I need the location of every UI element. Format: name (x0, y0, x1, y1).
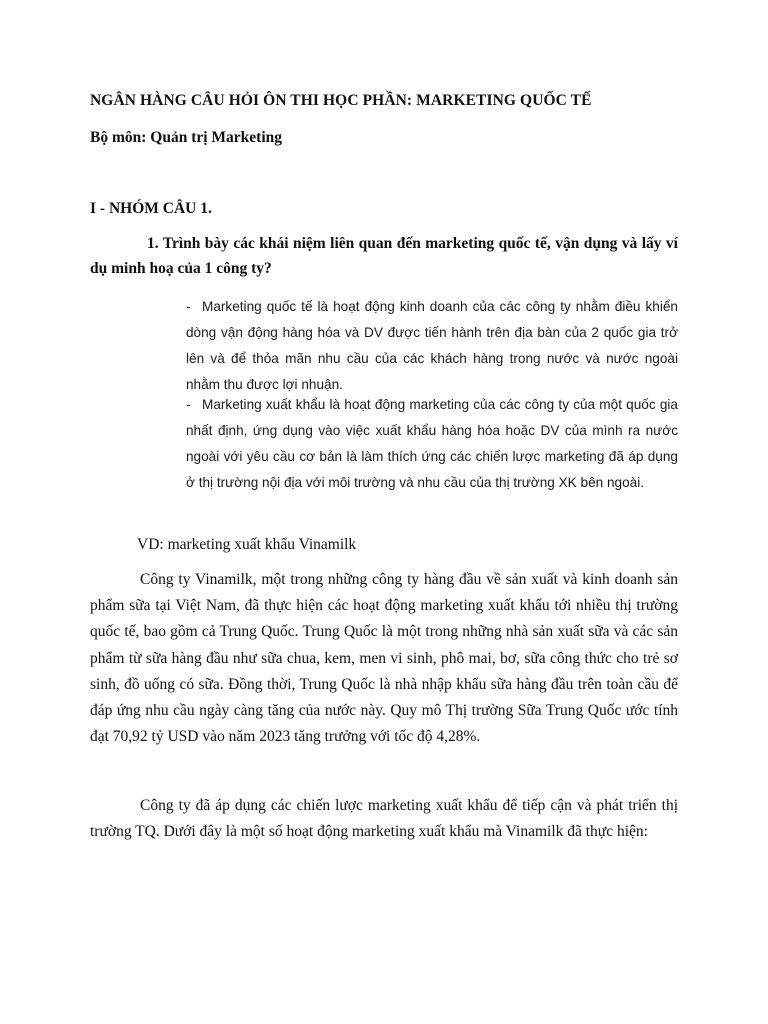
document-title: NGÂN HÀNG CÂU HỎI ÔN THI HỌC PHẦN: MARKETING QUỐC TẾ (90, 92, 592, 109)
example-label: VD: marketing xuất khẩu Vinamilk (137, 536, 357, 553)
bullet-dash: - (186, 299, 191, 314)
bullet-text: Marketing quốc tế là hoạt động kinh doanh của các công ty nhằm điều khiển dòng vận động hàng hóa và DV được tiến hành trên địa bàn của 2 quốc gia trở lên và để thỏa mãn nhu cầu của các khách hàng trong nước và nước ngoài nhằm thu được lợi nhuận. (186, 299, 678, 392)
body-paragraph: Công ty Vinamilk, một trong những công ty hàng đầu về sản xuất và kinh doanh sản phẩm sữa tại Việt Nam, đã thực hiện các hoạt động marketing xuất khẩu tới nhiều thị trường quốc tế, bao gồm cả Trung Quốc. Trung Quốc là một trong những nhà sản xuất sữa và các sản phẩm từ sữa hàng đầu như sữa chua, kem, men vi sinh, phô mai, bơ, sữa công thức cho trẻ sơ sinh, đồ uống có sữa. Đồng thời, Trung Quốc là nhà nhập khẩu sữa hàng đầu trên toàn cầu để đáp ứng nhu cầu ngày càng tăng của nước này. Quy mô Thị trường Sữa Trung Quốc ước tính đạt 70,92 tỷ USD vào năm 2023 tăng trưởng với tốc độ 4,28%. (90, 571, 678, 746)
document-subtitle: Bộ môn: Quản trị Marketing (90, 129, 283, 146)
body-paragraph: Công ty đã áp dụng các chiến lược marketing xuất khẩu để tiếp cận và phát triển thị trường TQ. Dưới đây là một số hoạt động marketing xuất khẩu mà Vinamilk đã thực hiện: (90, 797, 678, 841)
section-heading: I - NHÓM CÂU 1. (90, 200, 212, 217)
bullet-item (186, 392, 678, 496)
bullet-dash: - (186, 397, 191, 412)
bullet-text: Marketing xuất khẩu là hoạt động marketing của các công ty của một quốc gia nhất định, ứng dụng vào việc xuất khẩu hàng hóa hoặc DV của mình ra nước ngoài với yêu cầu cơ bản là làm thích ứng các chiến lược marketing đã áp dụng ở thị trường nội địa với môi trường và nhu cầu của thị trường XK bên ngoài. (186, 397, 678, 490)
bullet-item (186, 294, 678, 398)
question-text: 1. Trình bày các khái niệm liên quan đến marketing quốc tế, vận dụng và lấy ví dụ minh hoạ của 1 công ty? (90, 235, 678, 277)
